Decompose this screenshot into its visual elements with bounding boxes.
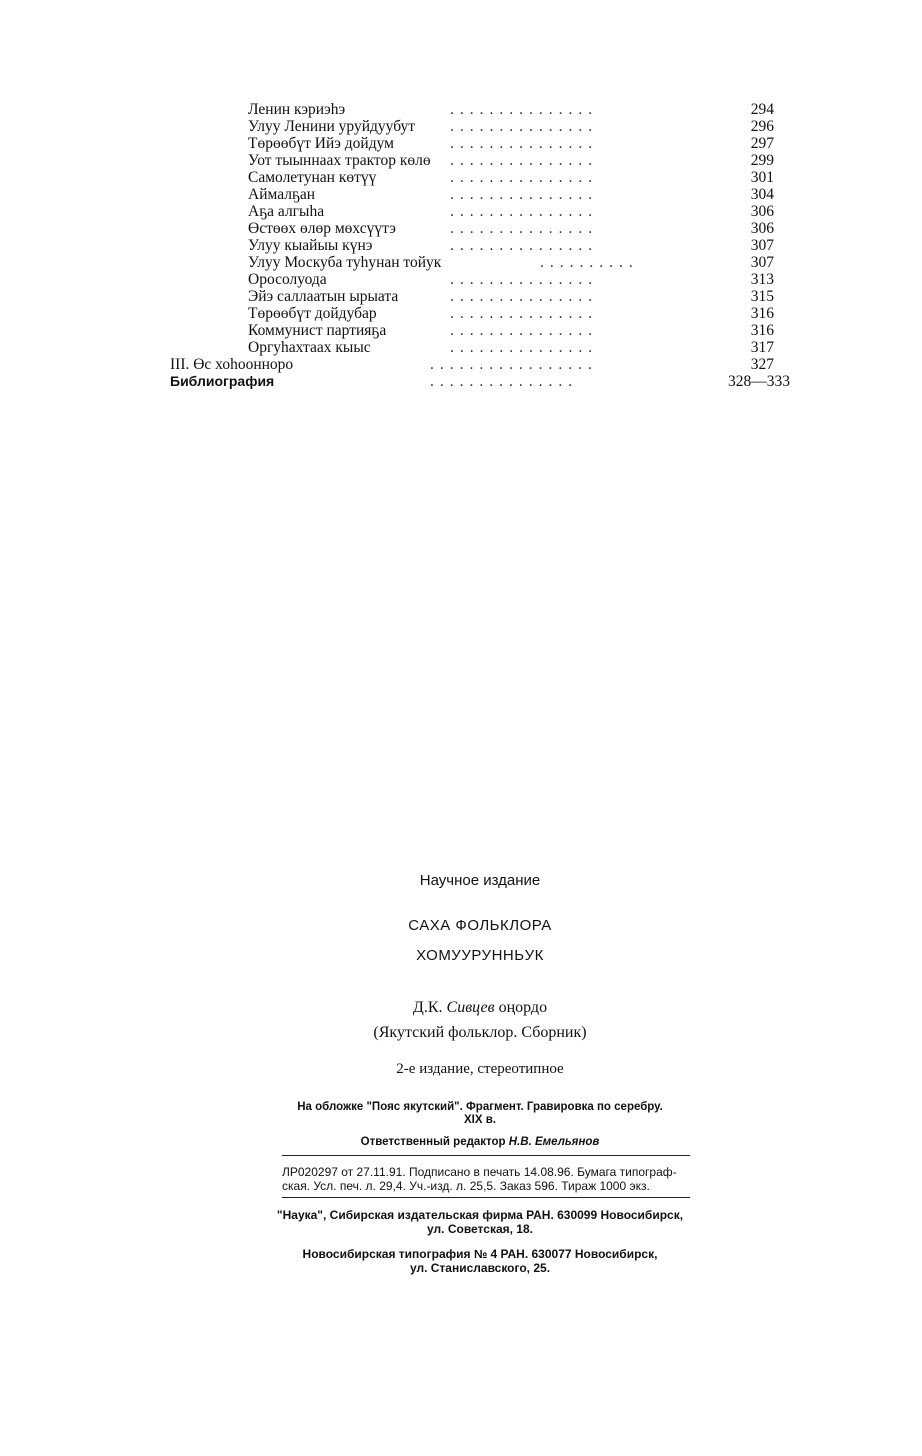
publisher-line: "Наука", Сибирская издательская фирма РАН. 630099 Новосибирск, [276, 1208, 684, 1222]
toc-title: Оргуһахтаах кыыс [248, 339, 371, 356]
toc-row [170, 271, 790, 288]
toc-page: 306 [750, 203, 774, 220]
toc-page: 294 [750, 101, 774, 118]
toc-title: Коммунист партияҕа [248, 322, 387, 339]
toc-bibliography-title: Библиография [170, 373, 275, 389]
toc-title: Аҕа алгыһа [248, 203, 325, 220]
toc-leader: ............... [450, 322, 599, 339]
toc-leader: ................. [430, 356, 598, 373]
toc-row [170, 305, 790, 322]
toc-leader: ............... [450, 339, 599, 356]
publisher-info [270, 1208, 690, 1236]
toc-page: 328—333 [728, 373, 790, 390]
toc-row [170, 288, 790, 305]
printer-line: Новосибирская типография № 4 РАН. 630077 Новосибирск, [302, 1247, 658, 1261]
toc-section-row [170, 356, 790, 373]
toc-row [170, 101, 790, 118]
toc-row [170, 186, 790, 203]
toc-leader: ............... [450, 118, 599, 135]
cover-note-line: XIX в. [464, 1114, 496, 1126]
publication-type: Научное издание [419, 872, 541, 889]
author-suffix: оңордо [498, 999, 548, 1016]
toc-bibliography-row [170, 373, 790, 390]
toc-page: 313 [750, 271, 774, 288]
toc-section-title: III. Өс хоһооннoро [170, 356, 294, 373]
author-line [270, 999, 690, 1017]
toc-row [170, 339, 790, 356]
toc-page: 327 [750, 356, 774, 373]
toc-title: Самолетунан көтүү [248, 169, 377, 186]
responsible-editor [270, 1136, 690, 1148]
toc-leader: ............... [450, 152, 599, 169]
toc-page: 304 [750, 186, 774, 203]
toc-page: 296 [750, 118, 774, 135]
author-initials: Д.К. [412, 999, 443, 1016]
toc-leader: ............... [450, 203, 599, 220]
toc-leader: ............... [450, 101, 599, 118]
printer-info [270, 1247, 690, 1275]
book-title-line-1: САХА ФОЛЬКЛОРА [408, 917, 552, 934]
toc-row [170, 169, 790, 186]
toc-leader: ............... [450, 169, 599, 186]
toc-page: 315 [750, 288, 774, 305]
editor-name: Н.В. Емельянов [508, 1136, 600, 1148]
toc-page: 307 [750, 254, 774, 271]
toc-row [170, 135, 790, 152]
toc-title: Улуу Москуба туһунан тойук [248, 254, 442, 271]
toc-leader: ............... [450, 186, 599, 203]
license-info [282, 1165, 690, 1193]
toc-page: 306 [750, 220, 774, 237]
edition-note: 2-е издание, стереотипное [396, 1061, 564, 1077]
toc-row [170, 203, 790, 220]
toc-title: Уот тыыннаах трактор көлө [248, 152, 431, 169]
table-of-contents [170, 101, 790, 390]
toc-title: Төрөөбүт дойдубар [248, 305, 377, 322]
license-line: ская. Усл. печ. л. 29,4. Уч.-изд. л. 25,5. Заказ 596. Тираж 1000 экз. [282, 1179, 650, 1193]
toc-title: Эйэ саллаатын ырыата [248, 288, 399, 305]
author-name: Сивцев [446, 999, 495, 1016]
toc-title: Оросолуода [248, 271, 327, 288]
toc-page: 301 [750, 169, 774, 186]
toc-page: 297 [750, 135, 774, 152]
toc-row [170, 152, 790, 169]
toc-row [170, 220, 790, 237]
cover-note [270, 1101, 690, 1127]
toc-title: Улуу Ленини уруйдуубут [248, 118, 416, 135]
toc-leader: ............... [450, 288, 599, 305]
toc-row [170, 237, 790, 254]
toc-leader: ............... [450, 271, 599, 288]
toc-title: Улуу кыайыы күнэ [248, 237, 373, 254]
divider [282, 1197, 690, 1198]
toc-page: 317 [750, 339, 774, 356]
toc-title: Өстөөх өлөр мөхсүүтэ [248, 220, 396, 237]
toc-leader: ............... [450, 135, 599, 152]
original-title: (Якутский фольклор. Сборник) [373, 1024, 587, 1041]
toc-leader: ............... [450, 220, 599, 237]
toc-page: 316 [750, 322, 774, 339]
printer-line: ул. Станиславского, 25. [409, 1261, 551, 1275]
toc-row [170, 254, 790, 271]
toc-title: Аймалҕан [248, 186, 316, 203]
toc-page: 316 [750, 305, 774, 322]
toc-leader: ............... [430, 373, 579, 390]
divider [282, 1155, 690, 1156]
toc-page: 307 [750, 237, 774, 254]
editor-label: Ответственный редактор [360, 1136, 506, 1148]
toc-leader: ............... [450, 237, 599, 254]
toc-row [170, 118, 790, 135]
toc-row [170, 322, 790, 339]
toc-page: 299 [750, 152, 774, 169]
publisher-line: ул. Советская, 18. [427, 1222, 533, 1236]
license-line: ЛР020297 от 27.11.91. Подписано в печать 14.08.96. Бумага типограф- [282, 1165, 677, 1179]
toc-title: Төрөөбүт Ийэ дойдум [248, 135, 394, 152]
toc-title: Ленин кэриэһэ [248, 101, 346, 118]
cover-note-line: На обложке "Пояс якутский". Фрагмент. Гравировка по серебру. [297, 1101, 663, 1113]
toc-leader: ............... [450, 305, 599, 322]
book-title-line-2: ХОМУУРУННЬУК [416, 947, 544, 964]
toc-leader: .......... [540, 254, 639, 271]
